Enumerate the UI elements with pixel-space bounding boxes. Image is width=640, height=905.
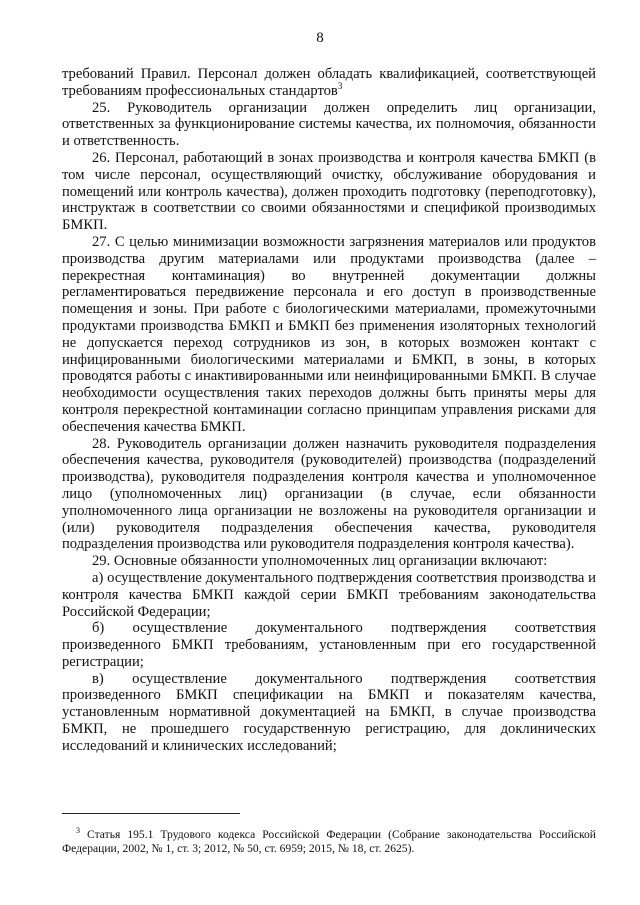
paragraph-26: 26. Персонал, работающий в зонах производства и контроля качества БМКП (в том числе персонал, осуществляющий очистку, обслуживание оборудования и помещений или контроль качества), должен проходить подготовку (переподготовку), инструктаж в соответствии со своими обязанностями и спецификой производимых БМКП. <box>62 149 596 234</box>
list-item-v: в) осуществление документального подтверждения соответствия произведенного БМКП спецификации на БМКП и показателям качества, установленным нормативной документацией на БМКП, в случае производства БМКП, не прошедшего государственную регистрацию, для доклинических исследований и клинических исследований; <box>62 670 596 754</box>
footnote-text: Статья 195.1 Трудового кодекса Российской Федерации (Собрание законодательства Российской Федерации, 2002, № 1, ст. 3; 2012, № 50, ст. 6959; 2015, № 18, ст. 2625). <box>62 828 596 855</box>
paragraph-28: 28. Руководитель организации должен назначить руководителя подразделения обеспечения качества, руководителя (руководителей) производства (подразделений производства), руководителя подразделения контроля качества и уполномоченное лицо (уполномоченных лиц) организации (в случае, если обязанности уполномоченного лица организации не возложены на руководителя организации и (или) руководителя подразделения обеспечения качества, руководителя подразделения производства или руководителя подразделения контроля качества). <box>62 435 596 553</box>
paragraph-25: 25. Руководитель организации должен определить лиц организации, ответственных за функционирование системы качества, их полномочия, обязанности и ответственность. <box>62 99 596 150</box>
footnote <box>62 828 596 856</box>
footnote-mark: 3 <box>76 826 80 836</box>
list-item-a: а) осуществление документального подтверждения соответствия производства и контроля качества БМКП каждой серии БМКП требованиям законодательства Российской Федерации; <box>62 569 596 620</box>
footnote-separator <box>62 813 240 814</box>
paragraph-27: 27. С целью минимизации возможности загрязнения материалов или продуктов производства другим материалами или продуктами производства (далее – перекрестная контаминация) во внутренней документации должны регламентироваться передвижение персонала и его доступ в производственные помещения и зоны. При работе с биологическими материалами, промежуточными продуктами производства БМКП и БМКП без применения изоляторных технологий не допускается переход сотрудников из зон, в которых возможен контакт с инфицированными биологическими материалами и БМКП, в зоны, в которых проводятся работы с инактивированными или неинфицированными БМКП. В случае необходимости осуществления таких переходов должны быть приняты меры для контроля перекрестной контаминации согласно принципам управления рисками для обеспечения качества БМКП. <box>62 233 596 435</box>
document-body <box>62 66 596 755</box>
list-item-b: б) осуществление документального подтверждения соответствия произведенного БМКП требованиям, установленным при его государственной регистрации; <box>62 620 596 670</box>
paragraph-continuation <box>62 66 596 100</box>
page-number: 8 <box>316 30 324 46</box>
footnote-reference: 3 <box>337 80 343 91</box>
paragraph-29: 29. Основные обязанности уполномоченных лиц организации включают: <box>92 553 548 570</box>
paragraph-text: требований Правил. Персонал должен обладать квалификацией, соответствующей требованиям профессиональных стандартов <box>62 66 596 99</box>
